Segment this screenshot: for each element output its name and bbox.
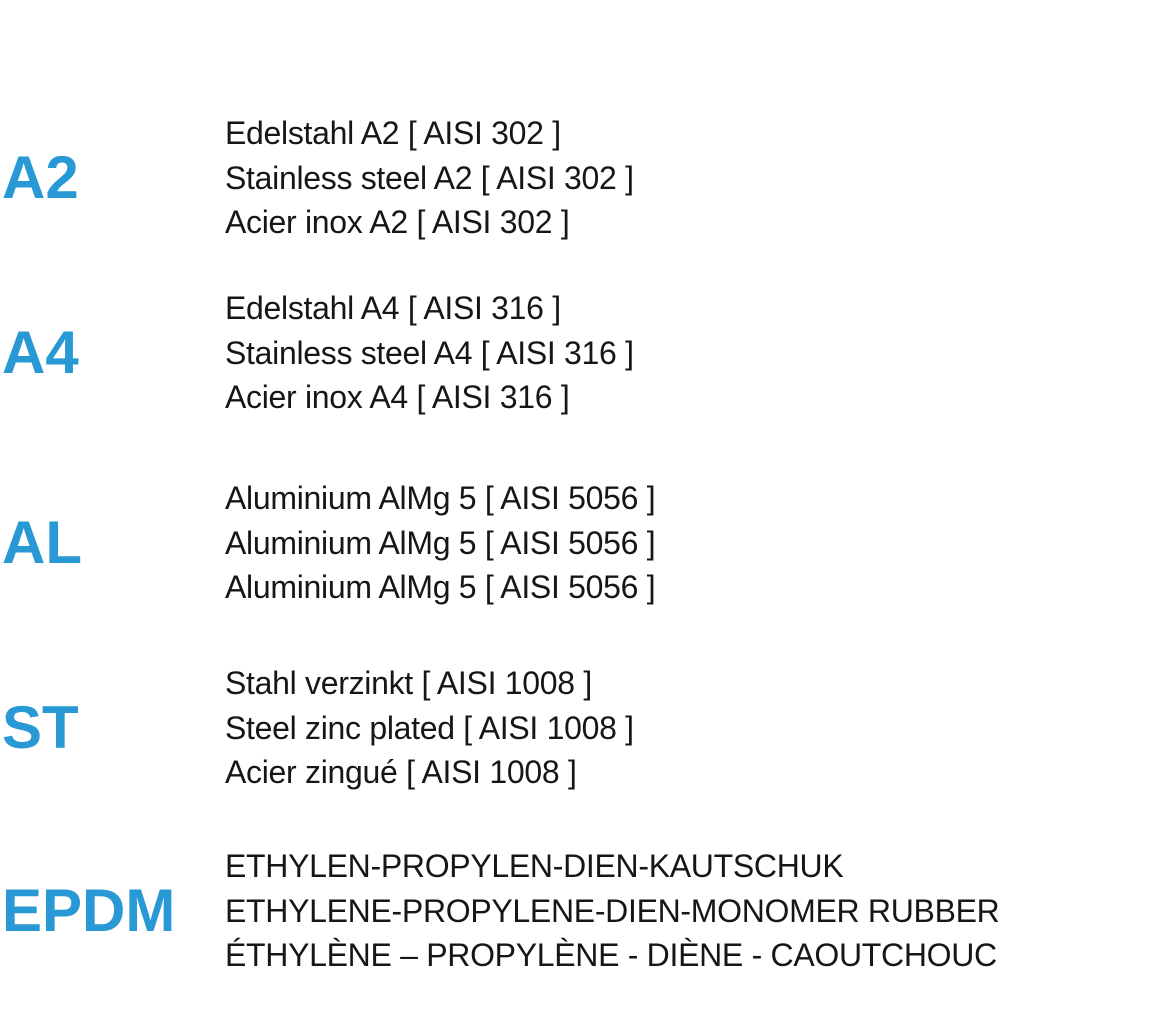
material-desc-german: Edelstahl A4 [ AISI 316 ]	[225, 290, 561, 326]
material-code-cell	[0, 318, 225, 386]
material-section-a4	[0, 286, 1160, 420]
material-desc-english: ETHYLENE-PROPYLENE-DIEN-MONOMER RUBBER	[225, 892, 1000, 929]
material-descriptions	[225, 476, 1160, 610]
material-code-cell	[0, 143, 225, 211]
material-section-epdm	[0, 844, 1160, 978]
material-code-al: AL	[2, 508, 82, 576]
material-code-epdm: EPDM	[2, 876, 176, 944]
material-descriptions	[225, 286, 1160, 420]
material-desc-english: Stainless steel A2 [ AISI 302 ]	[225, 159, 634, 196]
material-desc-german: Aluminium AlMg 5 [ AISI 5056 ]	[225, 480, 656, 516]
material-section-al	[0, 476, 1160, 610]
material-code-a2: A2	[2, 143, 79, 211]
material-code-a4: A4	[2, 318, 79, 386]
material-code-cell	[0, 693, 225, 761]
material-descriptions	[225, 111, 1160, 245]
material-desc-german: ETHYLEN-PROPYLEN-DIEN-KAUTSCHUK	[225, 848, 844, 884]
material-desc-french: Acier zingué [ AISI 1008 ]	[225, 754, 577, 790]
material-desc-german: Stahl verzinkt [ AISI 1008 ]	[225, 665, 592, 701]
material-desc-german: Edelstahl A2 [ AISI 302 ]	[225, 115, 561, 151]
material-code-cell	[0, 876, 225, 944]
material-descriptions	[225, 844, 1160, 978]
material-desc-english: Steel zinc plated [ AISI 1008 ]	[225, 709, 634, 746]
material-desc-english: Aluminium AlMg 5 [ AISI 5056 ]	[225, 524, 656, 561]
material-code-st: ST	[2, 693, 79, 761]
material-desc-english: Stainless steel A4 [ AISI 316 ]	[225, 334, 634, 371]
material-section-st	[0, 661, 1160, 795]
material-descriptions	[225, 661, 1160, 795]
material-desc-french: Acier inox A2 [ AISI 302 ]	[225, 204, 570, 240]
material-desc-french: Aluminium AlMg 5 [ AISI 5056 ]	[225, 569, 656, 605]
material-desc-french: Acier inox A4 [ AISI 316 ]	[225, 379, 570, 415]
material-desc-french: ÉTHYLÈNE – PROPYLÈNE - DIÈNE - CAOUTCHOUC	[225, 937, 997, 973]
material-code-cell	[0, 508, 225, 576]
material-section-a2	[0, 111, 1160, 245]
